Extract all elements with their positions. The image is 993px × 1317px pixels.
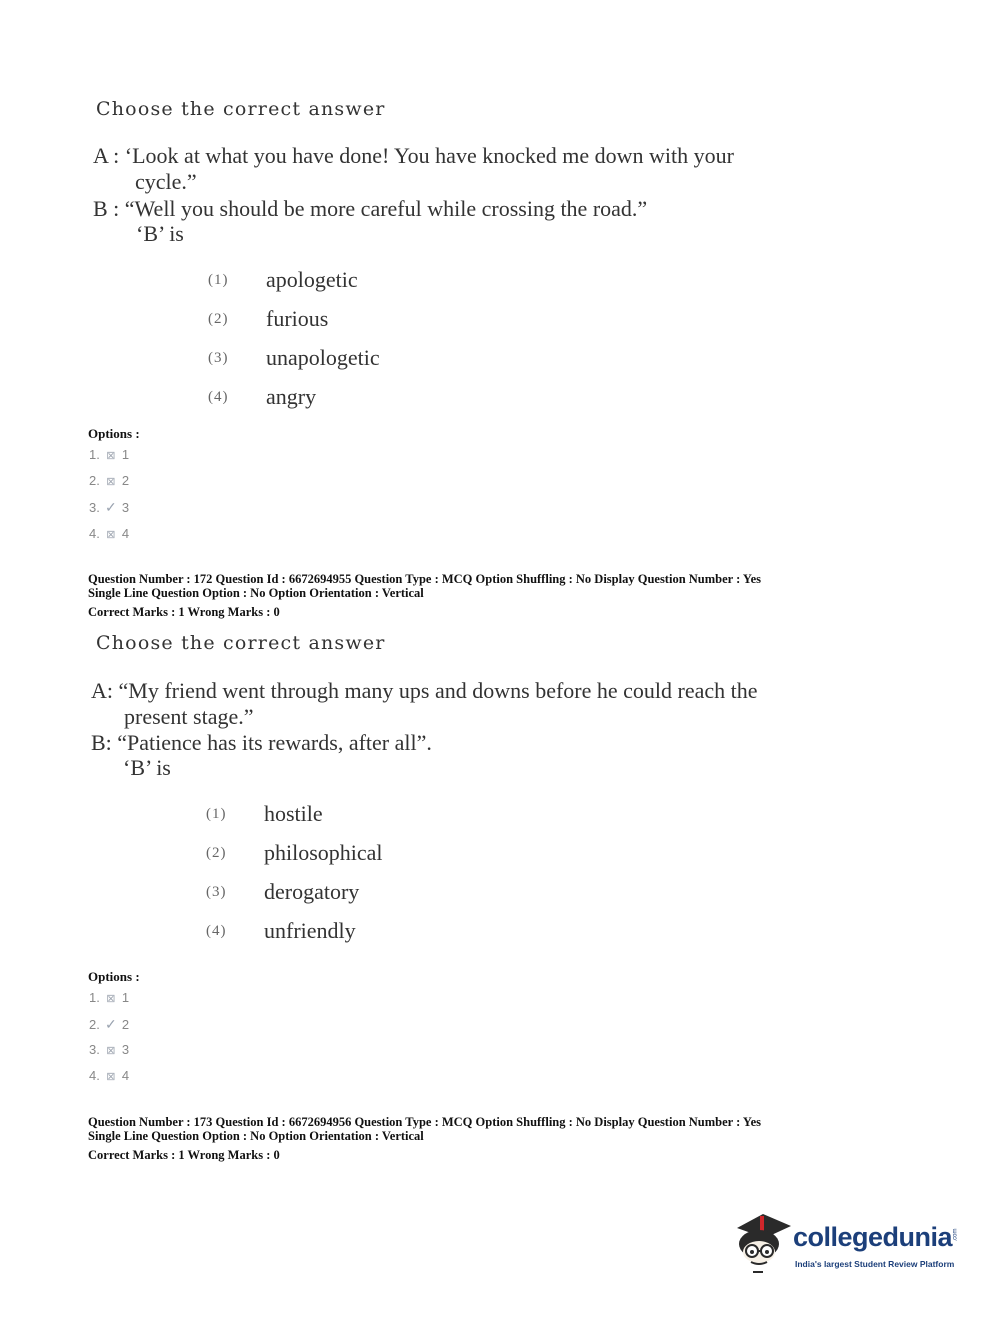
options-label: Options : xyxy=(88,426,140,441)
question-prompt: ‘B’ is xyxy=(123,755,171,780)
cross-icon: ⊠ xyxy=(106,1045,116,1057)
dialogue-line-b: B: “Patience has its rewards, after all”. xyxy=(91,730,432,755)
answer-index: 4. xyxy=(89,1068,100,1083)
answer-index: 4. xyxy=(89,526,100,541)
cross-icon: ⊠ xyxy=(106,476,116,488)
question-title: Choose the correct answer xyxy=(96,632,386,654)
answer-value: 1 xyxy=(121,990,130,1005)
check-icon: ✓ xyxy=(104,499,117,515)
check-icon: ✓ xyxy=(104,1016,117,1032)
collegedunia-logo xyxy=(733,1210,963,1280)
question-meta-line: Single Line Question Option : No Option Orientation : Vertical xyxy=(88,586,424,600)
dialogue-line-a-cont: cycle.” xyxy=(135,169,197,194)
answer-index: 1. xyxy=(89,447,100,462)
answer-value: 2 xyxy=(121,473,130,488)
answer-option xyxy=(89,526,129,541)
choice-text: unfriendly xyxy=(264,918,356,943)
dialogue-line-a-cont: present stage.” xyxy=(124,704,254,729)
marks-line: Correct Marks : 1 Wrong Marks : 0 xyxy=(88,605,280,619)
answer-index: 1. xyxy=(89,990,100,1005)
dialogue-line-a: A: “My friend went through many ups and downs before he could reach the xyxy=(91,678,758,703)
question-prompt: ‘B’ is xyxy=(136,221,184,246)
choice-number: (1) xyxy=(206,806,227,822)
logo-tagline: India's largest Student Review Platform xyxy=(795,1259,955,1269)
answer-option xyxy=(89,447,129,462)
choice-text: furious xyxy=(266,306,329,331)
answer-index: 3. xyxy=(89,500,100,515)
choice-number: (2) xyxy=(206,845,227,861)
logo-domain: .com xyxy=(952,1228,959,1242)
mascot-icon xyxy=(733,1210,795,1280)
question-meta-line: Single Line Question Option : No Option Orientation : Vertical xyxy=(88,1129,424,1143)
choice-number: (3) xyxy=(208,350,229,366)
question-title: Choose the correct answer xyxy=(96,98,386,120)
marks-line: Correct Marks : 1 Wrong Marks : 0 xyxy=(88,1148,280,1162)
answer-option xyxy=(89,1042,129,1057)
answer-value: 4 xyxy=(121,526,130,541)
choice-text: hostile xyxy=(264,801,323,826)
answer-option xyxy=(89,1068,129,1083)
question-meta-line: Question Number : 172 Question Id : 6672694955 Question Type : MCQ Option Shuffling : No Display Question Number : Yes xyxy=(88,572,761,586)
choice-text: philosophical xyxy=(264,840,383,865)
options-label: Options : xyxy=(88,969,140,984)
answer-value: 2 xyxy=(121,1017,130,1032)
answer-index: 2. xyxy=(89,1017,100,1032)
answer-value: 1 xyxy=(121,447,130,462)
choice-number: (3) xyxy=(206,884,227,900)
cross-icon: ⊠ xyxy=(106,450,116,462)
answer-option xyxy=(89,499,129,516)
answer-option xyxy=(89,1016,129,1033)
answer-index: 3. xyxy=(89,1042,100,1057)
cross-icon: ⊠ xyxy=(106,1071,116,1083)
answer-value: 4 xyxy=(121,1068,130,1083)
choice-text: apologetic xyxy=(266,267,358,292)
cross-icon: ⊠ xyxy=(106,529,116,541)
answer-option xyxy=(89,473,129,488)
choice-text: angry xyxy=(266,384,317,409)
answer-value: 3 xyxy=(121,500,130,515)
choice-number: (4) xyxy=(208,389,229,405)
question-meta-line: Question Number : 173 Question Id : 6672694956 Question Type : MCQ Option Shuffling : No Display Question Number : Yes xyxy=(88,1115,761,1129)
cross-icon: ⊠ xyxy=(106,993,116,1005)
answer-value: 3 xyxy=(121,1042,130,1057)
dialogue-line-a: A : ‘Look at what you have done! You have knocked me down with your xyxy=(93,143,734,168)
choice-number: (1) xyxy=(208,272,229,288)
dialogue-line-b: B : “Well you should be more careful while crossing the road.” xyxy=(93,196,648,221)
answer-index: 2. xyxy=(89,473,100,488)
choice-number: (4) xyxy=(206,923,227,939)
choice-number: (2) xyxy=(208,311,229,327)
answer-option xyxy=(89,990,129,1005)
choice-text: derogatory xyxy=(264,879,360,904)
choice-text: unapologetic xyxy=(266,345,380,370)
logo-wordmark: collegedunia xyxy=(793,1222,953,1252)
